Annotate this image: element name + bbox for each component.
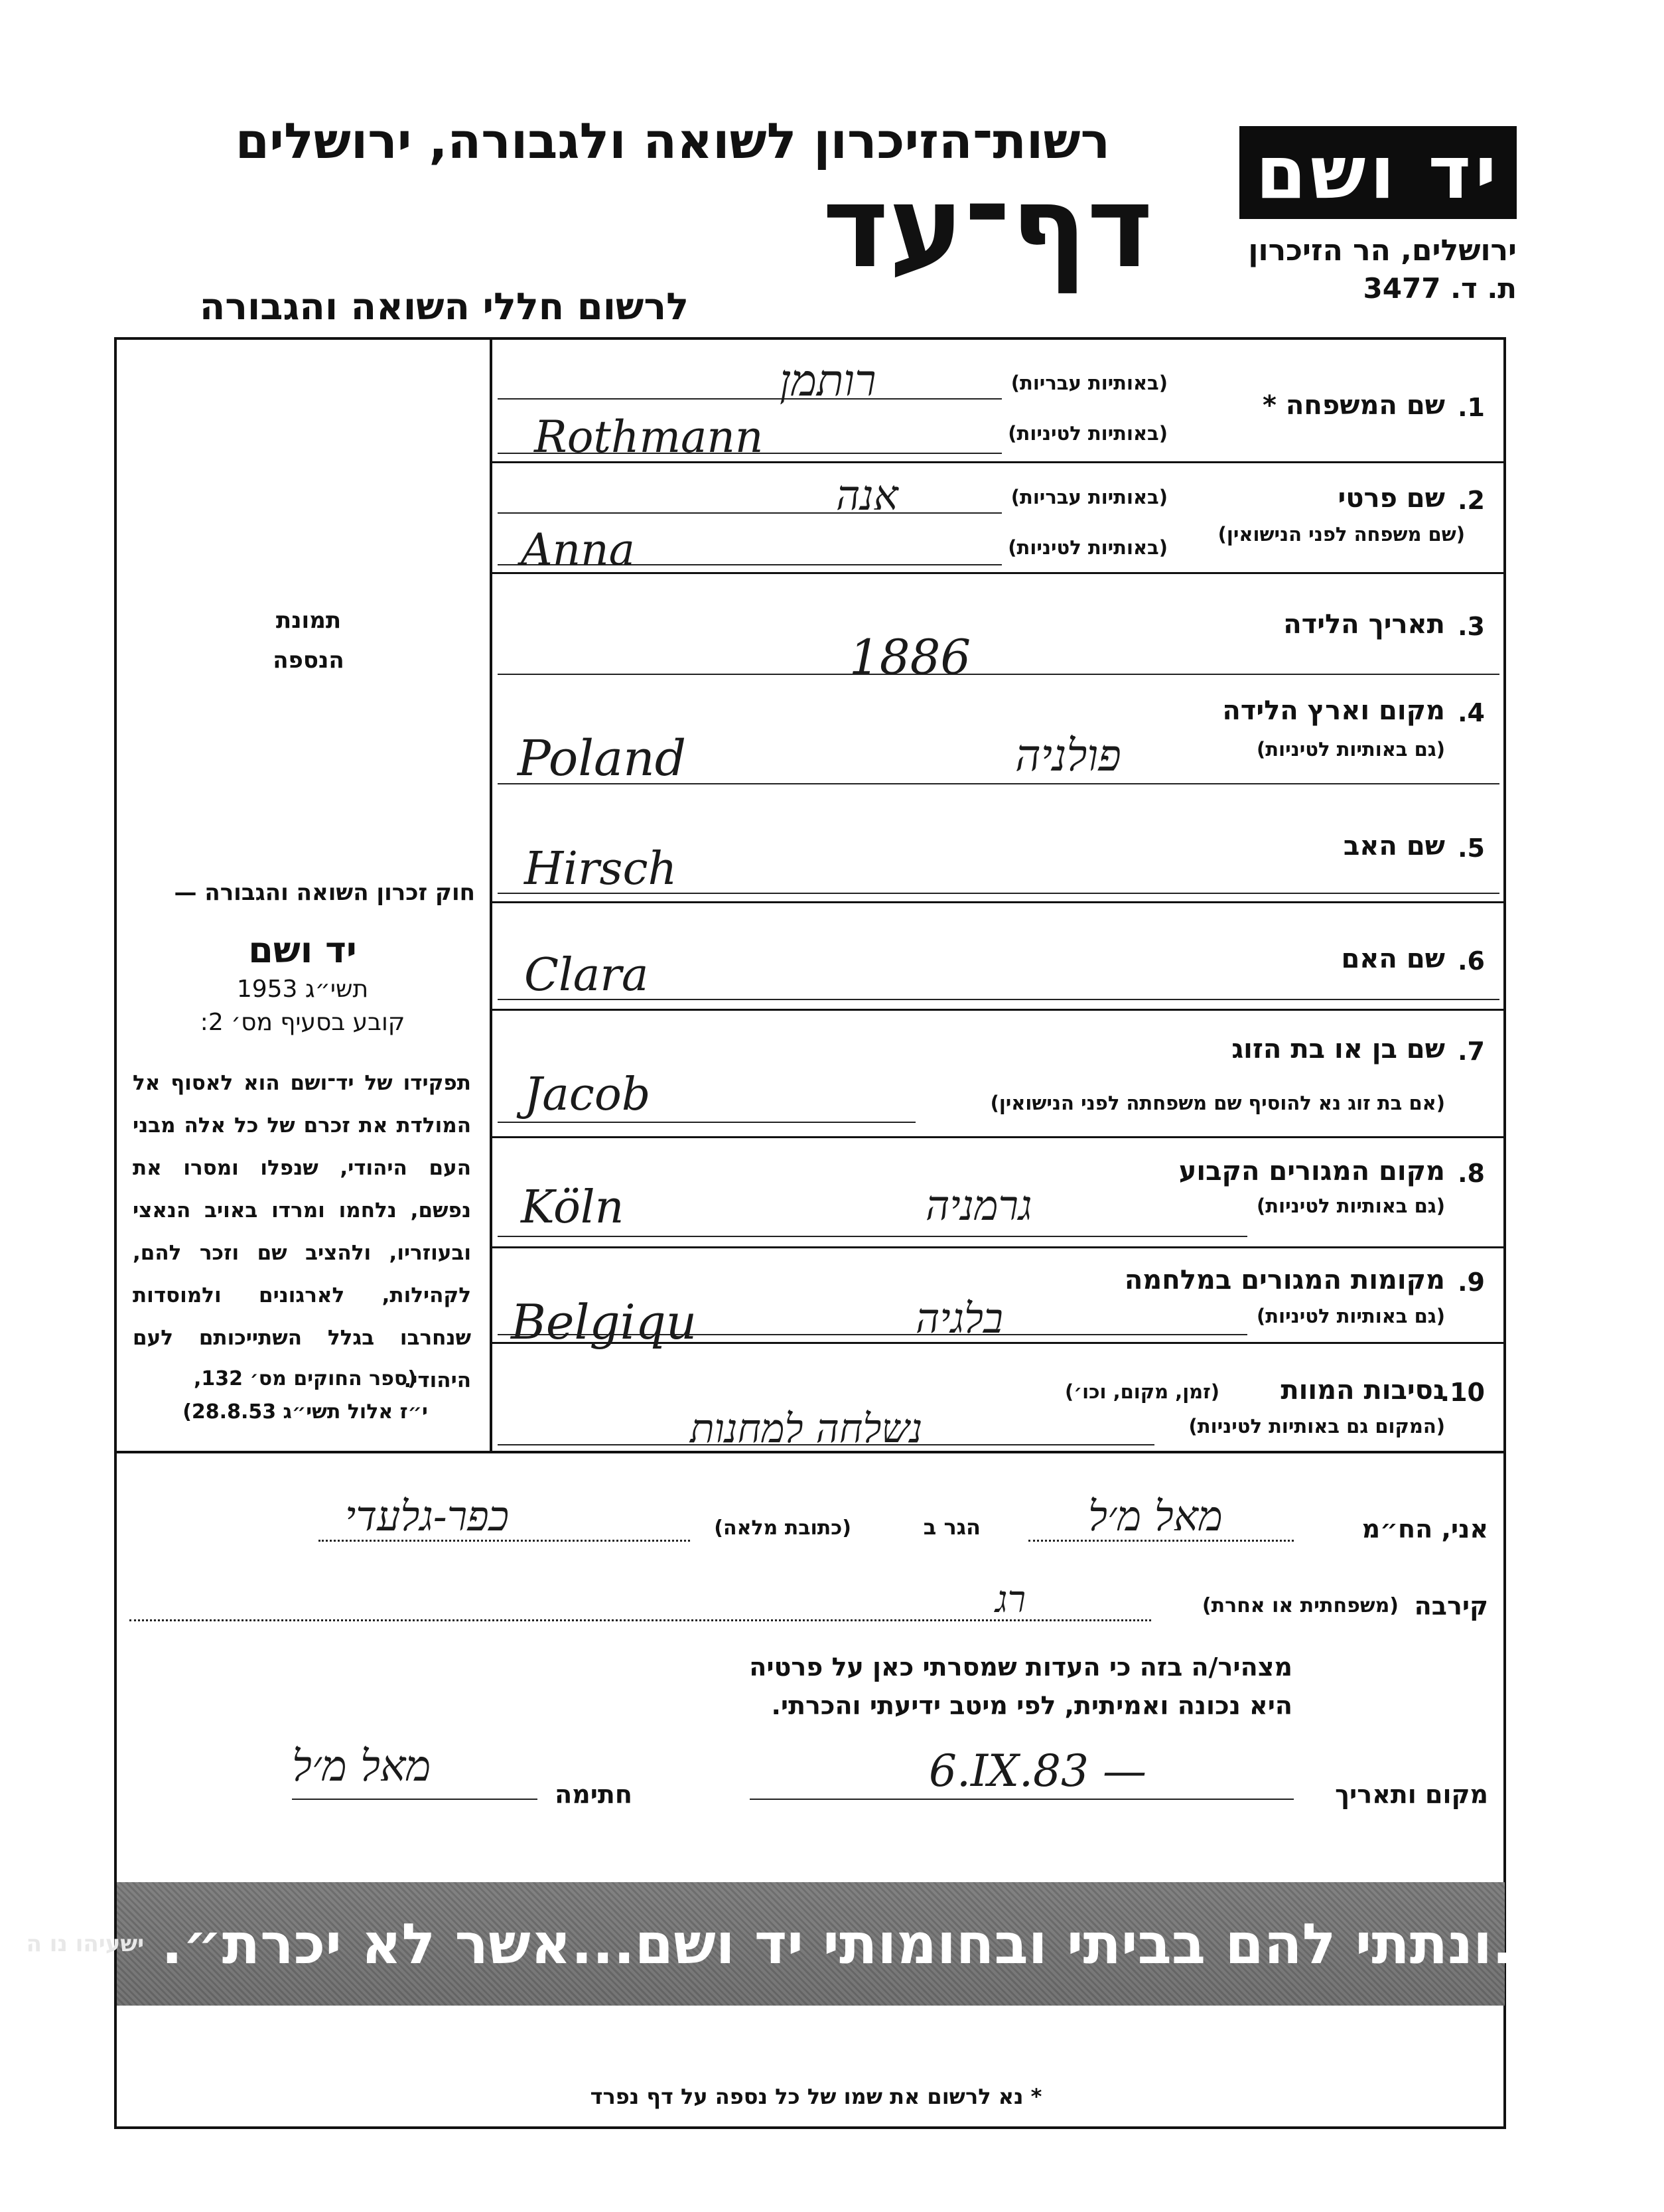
field-number: .4 xyxy=(1458,698,1485,727)
law-text: תפקידו של יד־ושם הוא לאסוף אל המולדת את זכרם של כל אלה מבני העם היהודי, שנפלו ומסרו את נפשם, נלחמו ומרדו באויב הנאצי ובעוזריו, ולהציב שם וזכר להם, לקהילות, לארגונים ולמוסדות שנחרבו בגלל השתייכותם לעם היהודי. xyxy=(133,1071,471,1392)
field-label-birth-date: תאריך הלידה xyxy=(1283,609,1445,640)
field-sublabel: (המקום גם באותיות לטיניות) xyxy=(1188,1415,1445,1438)
field-number: .8 xyxy=(1458,1159,1485,1188)
kinship-label: קירבה xyxy=(1414,1591,1488,1621)
signature-value[interactable]: מאל מ׳ל xyxy=(292,1742,431,1791)
residence-latin-value[interactable]: Köln xyxy=(521,1181,624,1234)
yad-vashem-logo: יד ושם xyxy=(1239,126,1517,219)
column-divider xyxy=(490,337,492,1452)
first-name-latin-value[interactable]: Anna xyxy=(521,524,636,575)
field-number: .7 xyxy=(1458,1037,1485,1066)
field-line xyxy=(498,512,1002,514)
field-label-residence: מקום המגורים הקבוע xyxy=(1178,1156,1445,1187)
field-line xyxy=(498,674,1499,675)
first-name-hebrew-value[interactable]: אנה xyxy=(836,471,898,520)
footnote: * נא לרשום את שמו של כל נספה על דף נפרד xyxy=(590,2084,1042,2109)
page-title: דף־עד xyxy=(822,162,1153,293)
row-divider xyxy=(492,1246,1506,1248)
hint-latin-letters: (באותיות לטיניות) xyxy=(1008,422,1168,445)
declaration-line-2: היא נכונה ואמיתית, לפי מיטב ידיעתי והכרתי. xyxy=(771,1691,1292,1720)
address-hint: (כתובת מלאה) xyxy=(714,1516,851,1540)
death-circumstances-value[interactable]: נשלחה למחנות xyxy=(690,1406,923,1452)
field-number: .6 xyxy=(1458,946,1485,976)
law-year: תשי״ג 1953 xyxy=(236,976,369,1003)
row-divider xyxy=(492,901,1506,903)
declarant-name-value[interactable]: מאל מ׳ל xyxy=(1088,1492,1223,1540)
field-label-mother-name: שם האם xyxy=(1341,944,1445,974)
row-divider xyxy=(492,572,1506,574)
photo-placeholder xyxy=(212,601,405,680)
hint-latin-letters: (באותיות לטיניות) xyxy=(1008,536,1168,559)
field-number: .2 xyxy=(1458,486,1485,515)
war-residence-latin-value[interactable]: Belgiqu xyxy=(511,1294,697,1350)
law-source: (ספר החוקים מס׳ 132, xyxy=(193,1367,417,1390)
field-number: .1 xyxy=(1458,393,1485,422)
field-label-death-circumstances: נסיבות המוות xyxy=(1281,1375,1445,1406)
declaration-line-1: מצהיר/ה בזה כי העדות שמסרתי כאן על פרטיה xyxy=(749,1653,1292,1682)
field-line xyxy=(498,1236,1247,1237)
row-divider xyxy=(492,1009,1506,1011)
residence-hebrew-value[interactable]: גרמניה xyxy=(926,1181,1032,1230)
law-title: חוק זכרון השואה והגבורה — xyxy=(174,879,475,906)
kinship-value[interactable]: רג xyxy=(995,1578,1026,1621)
field-number: .5 xyxy=(1458,834,1485,863)
family-name-hebrew-value[interactable]: רותמן xyxy=(780,355,876,406)
signature-label: חתימה xyxy=(555,1780,632,1809)
law-source: י״ז אלול תשי״ג 28.8.53) xyxy=(182,1400,428,1424)
law-clause: קובע בסעיף מס׳ 2: xyxy=(200,1009,405,1036)
birth-place-latin-value[interactable]: Poland xyxy=(518,730,687,787)
logo-po-box: ת. ד. 3477 xyxy=(1363,272,1517,305)
photo-label-line: תמונת xyxy=(275,607,342,634)
field-label-spouse-name: שם בן או בת הזוג xyxy=(1231,1034,1445,1065)
mother-name-value[interactable]: Clara xyxy=(524,949,649,1001)
field-label-birth-place: מקום וארץ הלידה xyxy=(1222,696,1445,726)
field-line xyxy=(498,1122,916,1123)
place-date-label: מקום ותאריך xyxy=(1335,1780,1488,1809)
birth-date-value[interactable]: 1886 xyxy=(849,629,971,685)
field-line xyxy=(498,398,1002,400)
resident-label: הגר ב xyxy=(923,1514,981,1540)
hint-hebrew-letters: (באותיות עבריות) xyxy=(1010,486,1168,508)
law-org: יד ושם xyxy=(248,929,357,971)
hint-hebrew-letters: (באותיות עבריות) xyxy=(1010,372,1168,394)
field-sublabel: (שם משפחה לפני הנישואין) xyxy=(1217,523,1465,546)
address-value[interactable]: כפר-גלעדי xyxy=(345,1492,510,1540)
field-sublabel: (גם באותיות לטיניות) xyxy=(1257,1195,1445,1217)
place-date-value[interactable]: 6.IX.83 — xyxy=(929,1745,1146,1797)
photo-label-line: הנספה xyxy=(273,647,344,674)
family-name-latin-value[interactable]: Rothmann xyxy=(534,411,764,463)
birth-place-hebrew-value[interactable]: פולניה xyxy=(1015,730,1121,781)
row-divider xyxy=(492,1136,1506,1138)
place-date-line xyxy=(750,1799,1294,1800)
banner-quote: ״...ונתתי להם בביתי ובחומותי יד ושם...אשר לא יכרת״. xyxy=(161,1911,1596,1976)
father-name-value[interactable]: Hirsch xyxy=(524,843,677,895)
field-number: .9 xyxy=(1458,1268,1485,1297)
field-label-extra: (זמן, מקום, וכו׳) xyxy=(1065,1380,1219,1403)
banner-reference: ישעיהו נו ה xyxy=(26,1931,145,1957)
field-label-father-name: שם האב xyxy=(1343,831,1445,861)
signature-line xyxy=(292,1799,537,1800)
field-number: .3 xyxy=(1458,612,1485,641)
field-sublabel: (גם באותיות לטיניות) xyxy=(1257,738,1445,761)
quote-banner xyxy=(26,1882,1596,2006)
spouse-name-value[interactable]: Jacob xyxy=(524,1069,651,1121)
declarant-label: אני, הח״מ xyxy=(1361,1514,1488,1544)
authority-name: רשות־הזיכרון לשואה ולגבורה, ירושלים xyxy=(235,113,1110,170)
kinship-hint: (משפחתית או אחרת) xyxy=(1202,1594,1399,1617)
page-subtitle: לרשום חללי השואה והגבורה xyxy=(199,285,689,329)
war-residence-hebrew-value[interactable]: בלגיה xyxy=(916,1294,1003,1343)
field-label-family-name: שם המשפחה * xyxy=(1263,390,1445,421)
field-label-first-name: שם פרטי xyxy=(1338,483,1445,514)
field-sublabel: (אם בת זוג נא להוסיף שם משפחתה לפני הנישואין) xyxy=(990,1092,1445,1114)
logo-city: ירושלים, הר הזיכרון xyxy=(1248,234,1517,267)
field-sublabel: (גם באותיות לטיניות) xyxy=(1257,1305,1445,1327)
field-number: .10 xyxy=(1440,1378,1485,1407)
field-label-war-residence: מקומות המגורים במלחמה xyxy=(1124,1265,1445,1295)
